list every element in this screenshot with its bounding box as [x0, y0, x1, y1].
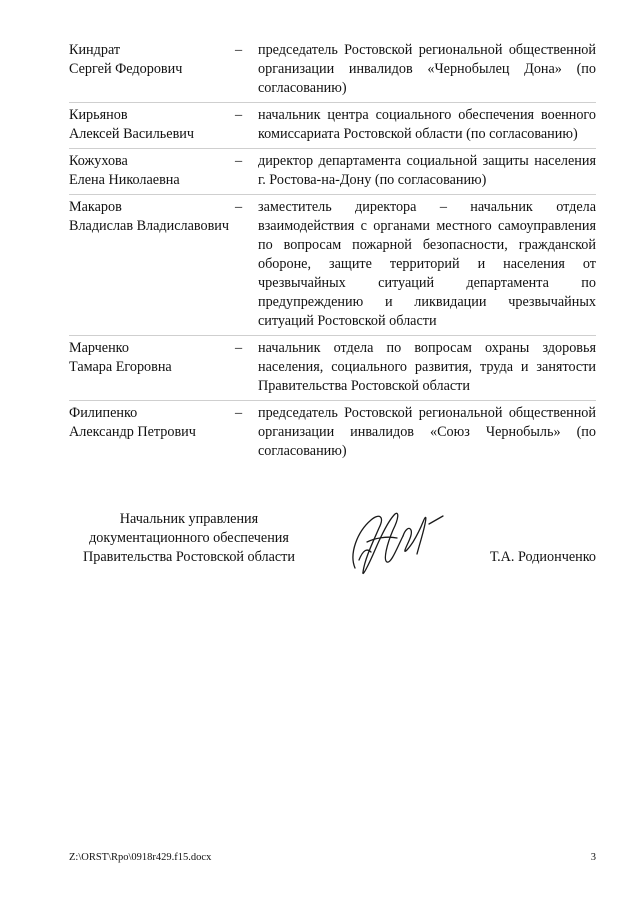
member-surname: Кирьянов — [69, 107, 128, 123]
signature-stroke — [429, 516, 443, 524]
signature-stroke — [353, 513, 403, 573]
member-dash: – — [235, 199, 243, 215]
signatory-position — [69, 510, 309, 567]
page-number: 3 — [590, 852, 596, 863]
member-dash: – — [235, 153, 243, 169]
member-name — [69, 41, 235, 98]
member-role: начальник отдела по вопросам охраны здоровья населения, социального развития, труда и занятости Правительства Ростовской области — [258, 340, 596, 394]
signatory-position-line: Правительства Ростовской области — [83, 549, 295, 565]
member-given-names: Тамара Егоровна — [69, 359, 172, 375]
member-name — [69, 106, 235, 144]
member-given-names: Сергей Федорович — [69, 61, 183, 77]
signatory-position-line: документационного обеспечения — [89, 530, 289, 546]
member-given-names: Александр Петрович — [69, 424, 196, 440]
member-name — [69, 404, 235, 461]
member-name — [69, 152, 235, 190]
member-name — [69, 339, 235, 396]
member-surname: Филипенко — [69, 405, 138, 421]
member-given-names: Елена Николаевна — [69, 172, 180, 188]
member-name — [69, 198, 235, 331]
member-role: председатель Ростовской региональной общественной организации инвалидов «Чернобылец Дона» (по согласованию) — [258, 42, 596, 96]
signature-stroke — [367, 537, 397, 542]
signature-block — [69, 510, 596, 580]
member-row — [69, 401, 596, 465]
member-row — [69, 38, 596, 103]
member-row — [69, 195, 596, 336]
member-surname: Макаров — [69, 199, 122, 215]
handwritten-signature — [341, 502, 451, 582]
signature-stroke — [403, 517, 426, 554]
footer-file-path: Z:\ORST\Rpo\0918r429.f15.docx — [69, 852, 212, 863]
member-row — [69, 336, 596, 401]
commission-members-list — [69, 38, 596, 465]
member-dash: – — [235, 42, 243, 58]
member-given-names: Владислав Владиславович — [69, 218, 230, 234]
signatory-position-line: Начальник управления — [119, 511, 259, 527]
member-role: директор департамента социальной защиты населения г. Ростова-на-Дону (по согласованию) — [258, 153, 596, 188]
member-surname: Кожухова — [69, 153, 128, 169]
member-dash: – — [235, 340, 243, 356]
member-role: заместитель директора – начальник отдела взаимодействия с органами местного самоуправления по вопросам пожарной безопасности, гражданской обороне, защите территорий и населения от чрезвычайных ситуаций департамента по предупреждению и ликвидации чрезвычайных ситуаций Ростовской области — [258, 199, 596, 329]
member-row — [69, 103, 596, 149]
member-dash: – — [235, 405, 243, 421]
signatory-name: Т.А. Родионченко — [489, 549, 596, 565]
member-role: начальник центра социального обеспечения военного комиссариата Ростовской области (по согласованию) — [258, 107, 596, 142]
member-role: председатель Ростовской региональной общественной организации инвалидов «Союз Чернобыль» (по согласованию) — [258, 405, 596, 459]
member-given-names: Алексей Васильевич — [69, 126, 194, 142]
member-surname: Марченко — [69, 340, 129, 356]
signature-strokes — [353, 513, 443, 573]
member-dash: – — [235, 107, 243, 123]
member-surname: Киндрат — [69, 42, 121, 58]
member-row — [69, 149, 596, 195]
